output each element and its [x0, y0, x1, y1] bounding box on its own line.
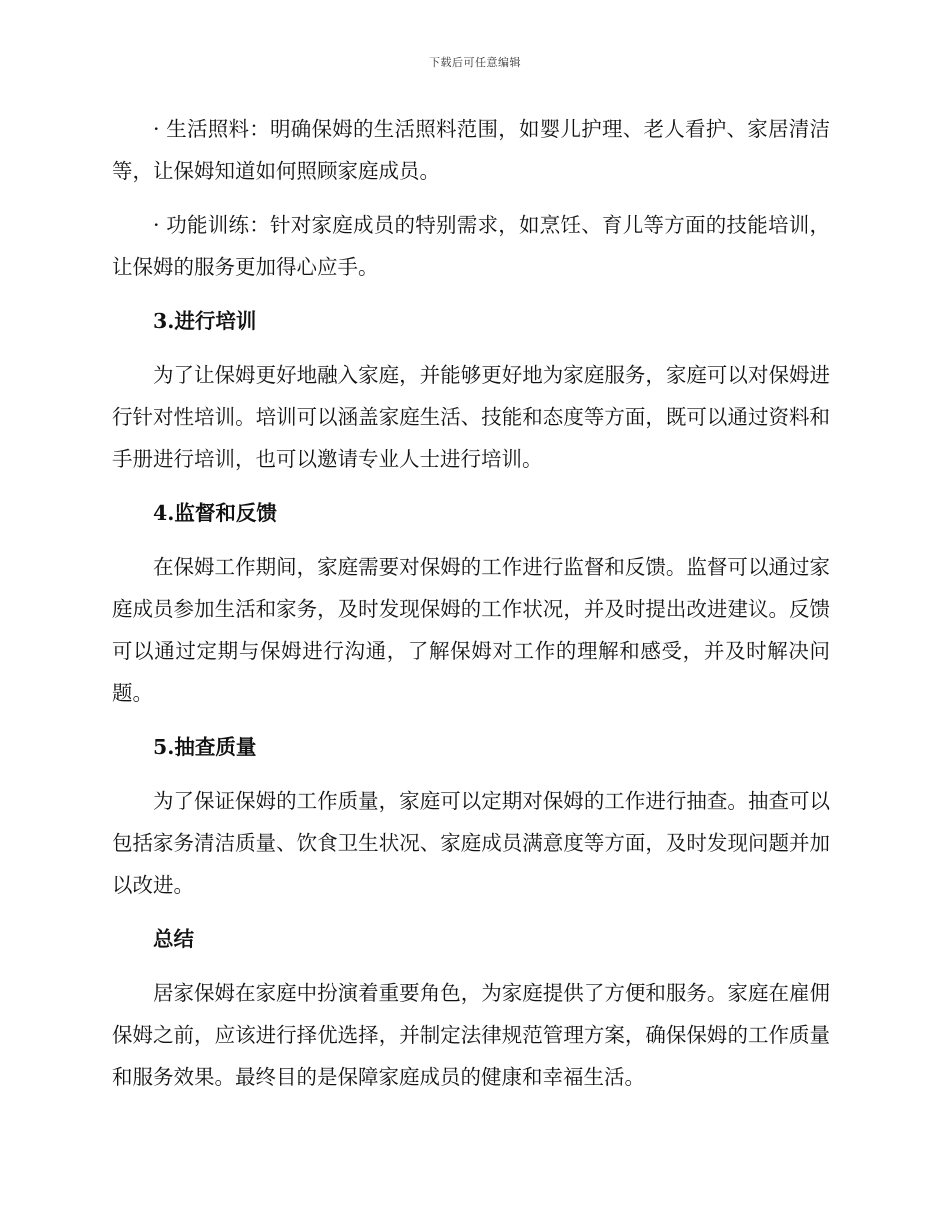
paragraph-training: 为了让保姆更好地融入家庭，并能够更好地为家庭服务，家庭可以对保姆进行针对性培训。培训可以涵盖家庭生活、技能和态度等方面，既可以通过资料和手册进行培训，也可以邀请专业人士进行培训。	[112, 363, 830, 471]
section-heading-summary: 总结	[153, 927, 194, 951]
paragraph-quality-check: 为了保证保姆的工作质量，家庭可以定期对保姆的工作进行抽查。抽查可以包括家务清洁质量、饮食卫生状况、家庭成员满意度等方面，及时发现问题并加以改进。	[112, 789, 830, 897]
section-heading-training: 3.进行培训	[153, 309, 257, 333]
section-heading-quality-check: 5.抽查质量	[153, 735, 257, 759]
document-body	[112, 108, 830, 1098]
section-heading-supervision: 4.监督和反馈	[153, 501, 277, 525]
page-header: 下载后可任意编辑	[429, 56, 521, 69]
paragraph-supervision: 在保姆工作期间，家庭需要对保姆的工作进行监督和反馈。监督可以通过家庭成员参加生活和家务，及时发现保姆的工作状况，并及时提出改进建议。反馈可以通过定期与保姆进行沟通，了解保姆对工作的理解和感受，并及时解决问题。	[112, 555, 830, 705]
bullet-paragraph-skill-training: · 功能训练：针对家庭成员的特别需求，如烹饪、育儿等方面的技能培训，让保姆的服务更加得心应手。	[112, 213, 830, 279]
bullet-paragraph-life-care: · 生活照料：明确保姆的生活照料范围，如婴儿护理、老人看护、家居清洁等，让保姆知道如何照顾家庭成员。	[112, 117, 830, 183]
paragraph-summary: 居家保姆在家庭中扮演着重要角色，为家庭提供了方便和服务。家庭在雇佣保姆之前，应该进行择优选择，并制定法律规范管理方案，确保保姆的工作质量和服务效果。最终目的是保障家庭成员的健康和幸福生活。	[112, 981, 830, 1089]
